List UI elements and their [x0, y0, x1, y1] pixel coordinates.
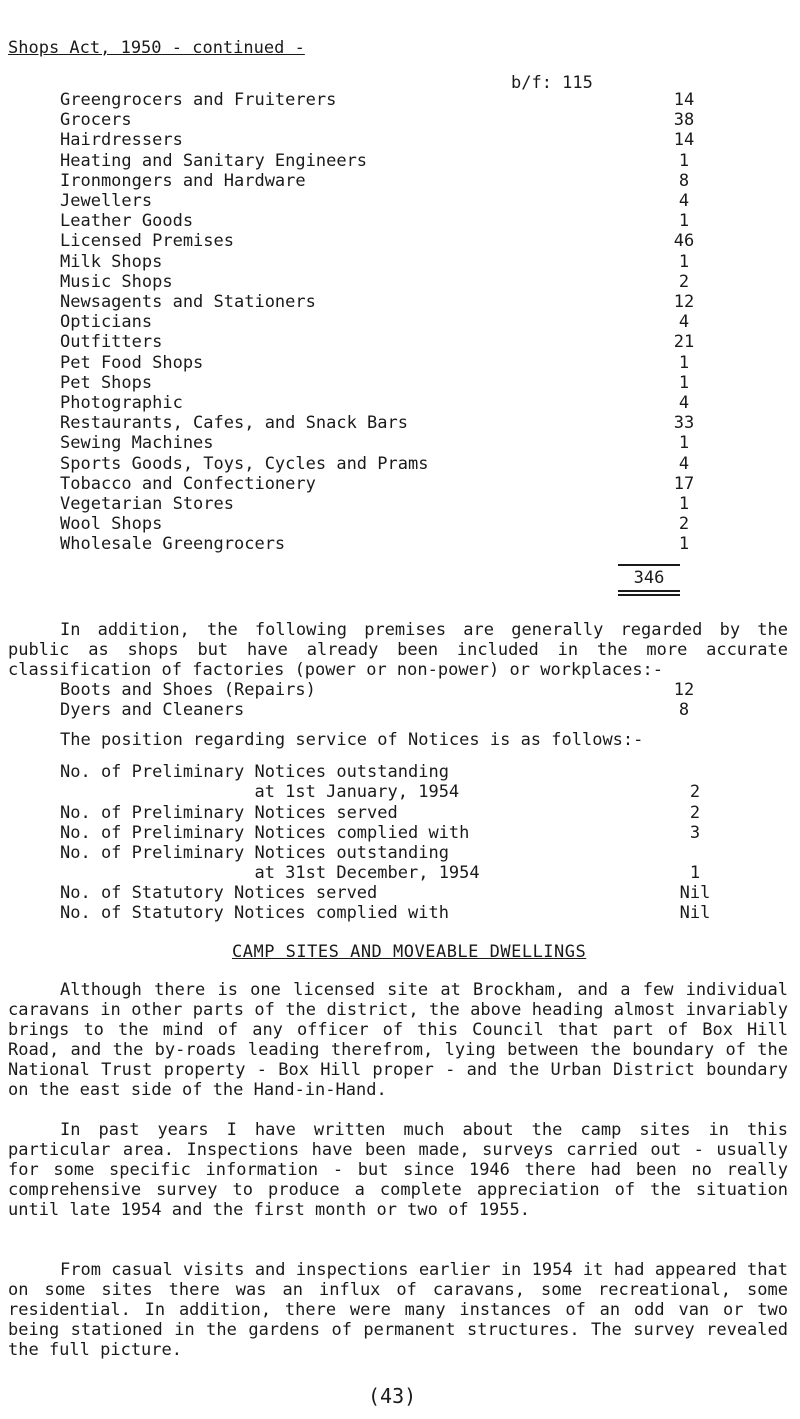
- notices-intro: The position regarding service of Notices is as follows:-: [60, 730, 644, 750]
- row-label: Jewellers: [60, 191, 153, 211]
- shop-row: [60, 514, 690, 535]
- row-label: Sports Goods, Toys, Cycles and Prams: [60, 453, 429, 474]
- shop-row: [60, 372, 690, 393]
- row-label: Hairdressers: [60, 130, 183, 151]
- row-value: 1: [678, 251, 690, 272]
- row-label: Newsagents and Stationers: [60, 292, 316, 312]
- paragraph-casual-visits: From casual visits and inspections earlier in 1954 it had appeared that on some sites there was an influx of caravans, some recreational, some residential. In addition, there were many instances of an odd van or two being stationed in the gardens of permanent structures. The survey revealed the full picture.: [8, 1260, 788, 1360]
- row-label: Wool Shops: [60, 514, 163, 535]
- list-item: [60, 680, 740, 700]
- row-label: Greengrocers and Fruiterers: [60, 90, 337, 110]
- shop-row: [60, 494, 690, 514]
- row-label: Licensed Premises: [60, 231, 234, 252]
- total-rule: [618, 564, 680, 566]
- notice-row: [60, 903, 740, 923]
- row-value: 46: [673, 231, 695, 252]
- shop-row: [60, 251, 690, 272]
- shop-row: [60, 271, 690, 292]
- notice-row: [60, 843, 740, 883]
- shop-row: [60, 413, 695, 434]
- row-label: Dyers and Cleaners: [60, 700, 245, 720]
- notice-label: No. of Statutory Notices served: [60, 883, 378, 903]
- row-value: 14: [673, 90, 695, 110]
- row-value: 4: [678, 453, 690, 474]
- shop-row: [60, 312, 690, 333]
- row-value: 33: [673, 413, 695, 434]
- notice-label: No. of Preliminary Notices complied with: [60, 823, 470, 843]
- row-label: Pet Food Shops: [60, 352, 204, 373]
- paragraph-camp-sites: Although there is one licensed site at Brockham, and a few individual caravans in other parts of the district, the above heading almost invariably brings to the mind of any officer of this Council that part of Box Hill Road, and the by-roads leading therefrom, lying between the boundary of the National Trust property - Box Hill proper - and the Urban District boundary on the east side of the Hand-in-Hand.: [8, 980, 788, 1100]
- row-label: Leather Goods: [60, 211, 194, 232]
- shop-row: [60, 352, 690, 373]
- shop-row: [60, 150, 690, 171]
- shop-row: [60, 170, 690, 191]
- row-label: Wholesale Greengrocers: [60, 534, 286, 555]
- row-value: 1: [678, 372, 690, 393]
- shop-row: [60, 211, 690, 232]
- paragraph-past-years: In past years I have written much about the camp sites in this particular area. Inspections have been made, surveys carried out - usually for some specific information - but since 1946 there had been no really comprehensive survey to produce a complete appreciation of the situation until late 1954 and the first month or two of 1955.: [8, 1120, 788, 1220]
- row-label: Milk Shops: [60, 251, 163, 272]
- row-label: Grocers: [60, 110, 132, 131]
- notice-value: Nil: [679, 883, 711, 903]
- shop-row: [60, 110, 695, 131]
- notice-label: No. of Preliminary Notices outstanding at 1st January, 1954: [60, 762, 460, 802]
- row-value: 8: [678, 700, 690, 720]
- shop-row: [60, 90, 695, 110]
- shop-row: [60, 292, 695, 312]
- row-label: Sewing Machines: [60, 433, 214, 454]
- notice-label: No. of Preliminary Notices served: [60, 803, 398, 823]
- row-label: Pet Shops: [60, 372, 153, 393]
- page-number: (43): [368, 1384, 417, 1408]
- row-label: Music Shops: [60, 271, 173, 292]
- shop-row: [60, 473, 695, 494]
- shop-row: [60, 130, 695, 151]
- notice-value: 3: [689, 823, 701, 843]
- page-title: Shops Act, 1950 - continued -: [8, 38, 305, 58]
- shop-row: [60, 433, 690, 454]
- shop-row: [60, 453, 690, 474]
- shop-row: [60, 332, 695, 353]
- notice-value: 2: [689, 803, 701, 823]
- row-label: Heating and Sanitary Engineers: [60, 150, 368, 171]
- row-value: 12: [673, 680, 695, 700]
- notice-row: [60, 883, 740, 903]
- row-value: 1: [678, 433, 690, 454]
- row-label: Outfitters: [60, 332, 163, 353]
- notice-row: [60, 823, 740, 843]
- row-label: Opticians: [60, 312, 153, 333]
- row-value: 12: [673, 292, 695, 312]
- row-value: 1: [678, 211, 690, 232]
- row-label: Tobacco and Confectionery: [60, 473, 316, 494]
- addition-paragraph: In addition, the following premises are generally regarded by the public as shops but have already been included in the more accurate classification of factories (power or non-power) or workplaces:-: [8, 620, 788, 680]
- notice-label: No. of Preliminary Notices outstanding at 31st December, 1954: [60, 843, 480, 883]
- row-value: 2: [678, 271, 690, 292]
- row-value: 1: [678, 494, 690, 514]
- notice-row: [60, 803, 740, 823]
- shop-row: [60, 393, 690, 413]
- row-value: 1: [678, 352, 690, 373]
- row-value: 1: [678, 534, 690, 555]
- row-label: Restaurants, Cafes, and Snack Bars: [60, 413, 408, 434]
- notice-value: Nil: [679, 903, 711, 923]
- row-value: 4: [678, 393, 690, 413]
- brought-forward: b/f: 115: [511, 73, 593, 93]
- notice-value: 1: [689, 863, 701, 883]
- row-label: Boots and Shoes (Repairs): [60, 680, 316, 700]
- row-value: 2: [678, 514, 690, 535]
- row-label: Ironmongers and Hardware: [60, 170, 306, 191]
- section-heading: CAMP SITES AND MOVEABLE DWELLINGS: [232, 942, 587, 962]
- shop-row: [60, 231, 695, 252]
- notice-value: 2: [689, 782, 701, 802]
- total-double-rule: [618, 590, 680, 596]
- row-value: 38: [673, 110, 695, 131]
- row-value: 1: [678, 150, 690, 171]
- list-item: [60, 700, 740, 720]
- row-label: Photographic: [60, 393, 183, 413]
- row-label: Vegetarian Stores: [60, 494, 234, 514]
- row-value: 4: [678, 191, 690, 211]
- notice-label: No. of Statutory Notices complied with: [60, 903, 449, 923]
- shop-row: [60, 534, 690, 555]
- shop-row: [60, 191, 690, 211]
- row-value: 14: [673, 130, 695, 151]
- row-value: 17: [673, 473, 695, 494]
- row-value: 8: [678, 170, 690, 191]
- notice-row: [60, 762, 740, 802]
- row-value: 21: [673, 332, 695, 353]
- row-value: 4: [678, 312, 690, 333]
- total-value: 346: [633, 568, 665, 588]
